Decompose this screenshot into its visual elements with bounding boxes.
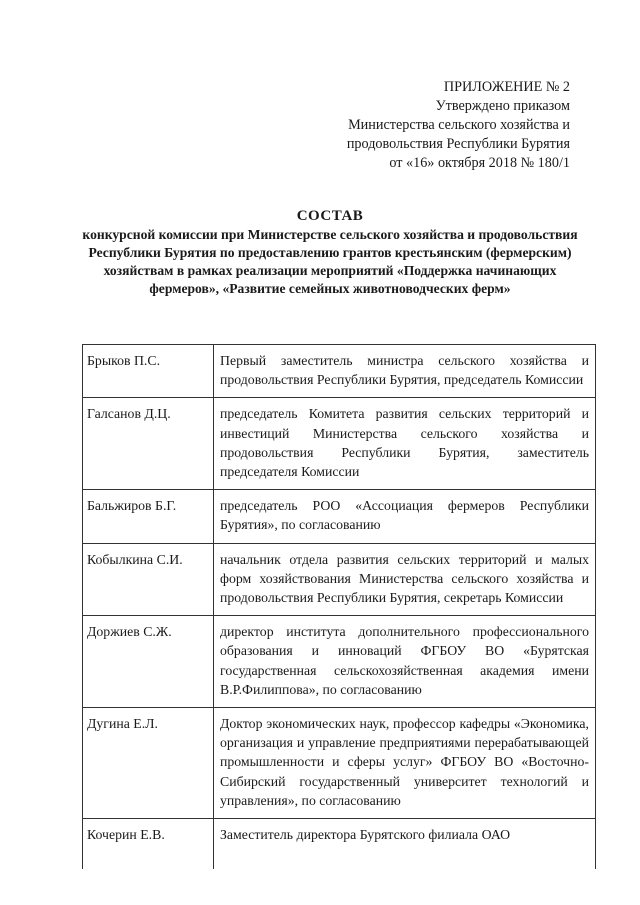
member-role: начальник отдела развития сельских территорий и малых форм хозяйствования Министерства сельского хозяйства и продовольствия Республики Бурятия, секретарь Комиссии — [214, 543, 596, 616]
commission-members-table — [82, 344, 596, 869]
member-name: Дугина Е.Л. — [83, 708, 214, 819]
document-subtitle: конкурсной комиссии при Министерстве сельского хозяйства и продовольствия Республики Бурятия по предоставлению грантов крестьянским (фермерским) хозяйствам в рамках реализации мероприятий «Поддержка начинающих фермеров», «Развитие семейных животноводческих ферм» — [82, 227, 578, 296]
order-date-line: от «16» октября 2018 № 180/1 — [389, 155, 570, 171]
member-role: Заместитель директора Бурятского филиала ОАО — [214, 819, 596, 870]
member-role: Первый заместитель министра сельского хозяйства и продовольствия Республики Бурятия, председатель Комиссии — [214, 345, 596, 398]
document-title: СОСТАВ — [296, 208, 364, 224]
member-name: Брыков П.С. — [83, 345, 214, 398]
member-role: председатель РОО «Ассоциация фермеров Республики Бурятия», по согласованию — [214, 490, 596, 543]
member-name: Бальжиров Б.Г. — [83, 490, 214, 543]
member-name: Галсанов Д.Ц. — [83, 398, 214, 490]
member-role: директор института дополнительного профессионального образования и инноваций ФГБОУ ВО «Бурятская государственная сельскохозяйственная академия имени В.Р.Филиппова», по согласованию — [214, 616, 596, 708]
ministry-line: Министерства сельского хозяйства и — [348, 117, 570, 133]
table-row — [83, 543, 596, 616]
member-name: Доржиев С.Ж. — [83, 616, 214, 708]
member-name: Кобылкина С.И. — [83, 543, 214, 616]
table-row — [83, 708, 596, 819]
appendix-number: ПРИЛОЖЕНИЕ № 2 — [443, 79, 570, 95]
table-row — [83, 616, 596, 708]
table-row — [83, 819, 596, 870]
table-row — [83, 490, 596, 543]
appendix-header — [310, 78, 570, 173]
member-name: Кочерин Е.В. — [83, 819, 214, 870]
ministry-line-2: продовольствия Республики Бурятия — [346, 136, 570, 152]
member-role: председатель Комитета развития сельских территорий и инвестиций Министерства сельского хозяйства и продовольствия Республики Бурятия, заместитель председателя Комиссии — [214, 398, 596, 490]
approval-line: Утверждено приказом — [435, 98, 570, 114]
table-row — [83, 345, 596, 398]
table-row — [83, 398, 596, 490]
member-role: Доктор экономических наук, профессор кафедры «Экономика, организация и управление предприятиями перерабатывающей промышленности и сферы услуг» ФГБОУ ВО «Восточно-Сибирский государственный университет технологий и управления», по согласованию — [214, 708, 596, 819]
